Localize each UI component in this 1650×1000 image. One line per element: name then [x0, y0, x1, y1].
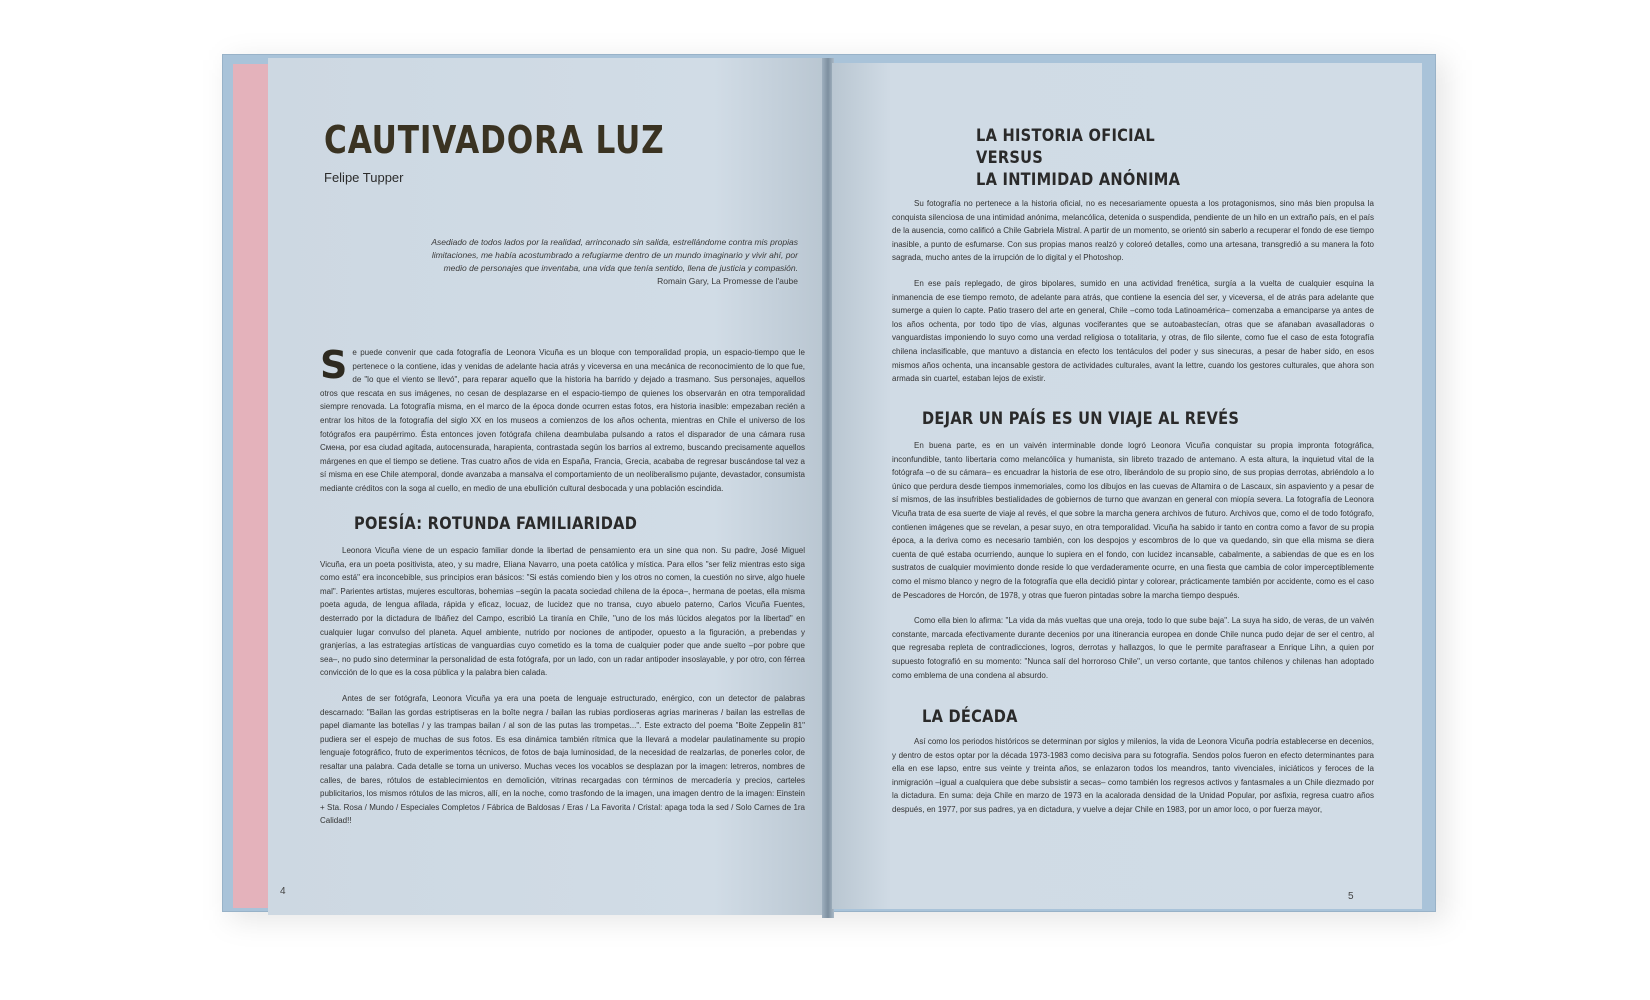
section-historia-body [892, 197, 1374, 398]
article-title: CAUTIVADORA LUZ [324, 118, 665, 162]
paragraph: Su fotografía no pertenece a la historia oficial, no es necesariamente opuesta a los protagonismos, sino más bien propulsa la conquista silenciosa de una intimidad anónima, melancólica, detenida o suspendida, pendiente de un hilo en un extraño país, en el país de la ausencia, como calificó a Chile Gabriela Mistral. A partir de un momento, se orientó sin saberlo a recuperar el fondo de ese tiempo inasible, a punto de esfumarse. Con sus propias manos realzó y coloreó detalles, como una artesana, transgredió a su manera la foto sagrada, mucho antes de la irrupción de lo digital y el Photoshop. [892, 199, 1374, 263]
paragraph: Como ella bien lo afirma: "La vida da más vueltas que una oreja, todo lo que sube baja". La suya ha sido, de veras, de un vaivén constante, marcada efectivamente durante decenios por una itinerancia europea en donde Chile nunca pudo dejar de ser el centro, al que regresaba repleta de contradicciones, logros, derrotas y hallazgos, lo que le permite parafrasear a Enrique Lihn, a quien por supuesto fotografió en su momento: "Nunca salí del horroroso Chile", un verso cortante, que tantos chilenos y chilenas han adoptado como emblema de una condena al absurdo. [892, 616, 1374, 680]
page-number-left: 4 [280, 886, 286, 897]
page-number-right: 5 [1348, 891, 1354, 902]
heading-line: LA INTIMIDAD ANÓNIMA [976, 170, 1181, 190]
section-poesia-body [320, 544, 805, 840]
drop-cap: S [320, 343, 348, 387]
paragraph: En ese país replegado, de giros bipolares, sumido en una actividad frenética, surgía a la vuelta de cualquier esquina la inmanencia de ese tiempo remoto, de adelante para atrás, que contiene la esencia del ser, y viceversa, el de atrás para adelante que sumerge a quien lo capte. Patio trasero del arte en general, Chile –como toda Latinoamérica– comenzaba a emanciparse ya antes de los años ochenta, por todo tipo de vías, algunas vociferantes que se autoabastecían, otras que se afanaban avasalladoras o vanguardistas imponiendo lo suyo como una verdad religiosa o totalitaria, y otras, de filo silente, como fue el caso de esta fotografía chilena inclasificable, que mantuvo a distancia en efecto los tentáculos del poder y sus sinecuras, a pesar de haber sido, en esos mismos años ochenta, una incansable gestora de actividades culturales, avant la lettre, cuando los gestores culturales, que ahora son armada sin cuartel, estaban lejos de existir. [892, 278, 1374, 384]
article-author: Felipe Tupper [324, 170, 404, 185]
section-heading-poesia: POESÍA: ROTUNDA FAMILIARIDAD [354, 514, 638, 534]
heading-line: VERSUS [976, 148, 1044, 168]
epigraph [408, 236, 798, 288]
section-heading-historia [976, 125, 1180, 191]
section-heading-decada: LA DÉCADA [922, 707, 1018, 727]
section-decada-body [892, 735, 1374, 829]
heading-line: LA HISTORIA OFICIAL [976, 126, 1155, 146]
paragraph: Así como los periodos históricos se determinan por siglos y milenios, la vida de Leonora Vicuña podría establecerse en decenios, y dentro de estos optar por la década 1973-1983 como decisiva para su fotografía. Sendos polos fueron en efecto determinantes para ella en ese lapso, entre sus veinte y treinta años, se enlazaron todos los meandros, tanto vivenciales, iniciáticos y feroces de la inmigración –igual a cualquiera que debe subsistir a secas– como también los regresos activos y fantasmales a un Chile diezmado por la dictadura. En suma: deja Chile en marzo de 1973 en la acalorada densidad de la Unidad Popular, por asfixia, regresa cuatro años después, en 1977, por sus padres, ya en dictadura, y vuelve a dejar Chile en 1983, por un amor loco, o por fuerza mayor, [892, 737, 1374, 814]
paragraph: Antes de ser fotógrafa, Leonora Vicuña ya era una poeta de lenguaje estructurado, enérgico, con un detector de palabras descarnado: "Bailan las gordas estriptiseras en la boîte negra / bailan las rubias pordioseras agrias marineras / bailan las estrellas de papel diamante las botellas / y las trampas bailan / al son de las putas las trompetas...". Este extracto del poema "Boite Zeppelin 81" pudiera ser el espejo de muchas de sus fotos. Es esa dinámica también rítmica que la llevará a modelar paulatinamente su propio lenguaje fotográfico, fruto de experimentos técnicos, de fotos de baja luminosidad, de la necesidad de realzarlas, de ponerles color, de resaltar una palabra. Cada detalle se torna un universo. Muchas veces los vocablos se desplazan por la imagen: letreros, nombres de calles, de bares, rótulos de establecimientos en demolición, vitrinas recargadas con términos de mercadería y precios, carteles publicitarios, los mismos rótulos de las micros, allí, en la noche, como trasfondo de la imagen, una imagen dentro de la imagen: Einstein + Sta. Rosa / Mundo / Especiales Completos / Fábrica de Baldosas / Eras / La Favorita / Cristal: apaga toda la sed / Solo Carnes de 1ra Calidad!! [320, 693, 805, 826]
left-page [268, 58, 826, 915]
right-page [832, 63, 1422, 909]
section-dejar-body [892, 439, 1374, 694]
intro-paragraph: e puede convenir que cada fotografía de Leonora Vicuña es un bloque con temporalidad propia, un espacio-tiempo que le pertenece o la contiene, idas y venidas de adelante hacia atrás y viceversa en una mecánica de reconocimiento de lo que fue, de "lo que el viento se llevó", para reparar aquello que la historia ha barrido y dejado a trasmano. Sus personajes, aquellos otros que rescata en sus imágenes, no cesan de desplazarse en el espacio-tiempo de quienes los observarán en otra temporalidad siempre renovada. La fotografía misma, en el marco de la época donde ocurren estas fotos, era historia inasible: empezaban recién a entrar los hitos de la fotografía del siglo XX en los museos a comienzos de los años ochenta, mientras en Chile el universo de los fotógrafos era paupérrimo. Ésta entonces joven fotógrafa chilena deambulaba pulsando a ratos el disparador de una cámara rusa Смена, por esa ciudad agitada, autocensurada, harapienta, contrastada según los barrios al extremo, buscando precisamente aquellos márgenes en que el tiempo se detiene. Tras cuatro años de vida en España, Francia, Grecia, acababa de regresar buscándose tal vez a sí misma en ese Chile atemporal, donde avanzaba a mansalva el comportamiento de un neoliberalismo pujante, devastador, consumista mediante créditos con la soga al cuello, en medio de una ebullición cultural desbocada y una población escindida. [320, 348, 805, 493]
paragraph: En buena parte, es en un vaivén interminable donde logró Leonora Vicuña conquistar su propia impronta fotográfica, inconfundible, tanto libertaria como melancólica y humanista, sin libreto trazado de antemano. A esta altura, la inquietud vital de la fotógrafa –o de su cámara– es encuadrar la historia de ese otro, liberándolo de su propio sino, de sus propias derrotas, abriéndolo a lo único que perdura desde tiempos inmemoriales, como los dibujos en las cuevas de Altamira o de Lascaux, sin aspaviento y a pesar de sí mismos, de las insufribles bestialidades de gobiernos de turno que avanzan en general con miopía severa. La fotografía de Leonora Vicuña trata de esa suerte de viaje al revés, el que sobre la marcha genera archivos de futuro. Archivos que, como el de todo fotógrafo, contienen imágenes que se revelan, a pesar suyo, en otra temporalidad. Vicuña ha sabido ir tanto en contra como a favor de su propia época, a la deriva como es necesario también, con los despojos y escombros de lo que va quedando, sin que ella misma se diera cuenta de qué estaba ocurriendo, aunque lo supiera en el fondo, con lucidez incansable, cabalmente, a sabiendas de que es en los sustratos de cualquier movimiento donde reside lo que verdaderamente ocurre, en una fiesta que cambia de color imperceptiblemente como el mismo blanco y negro de la fotografía que ella decidió pintar y colorear, prácticamente también por accidente, como es el caso de Pescadores de Horcón, de 1978, y otras que fueron pintadas sobre la marcha tiempo después. [892, 441, 1374, 600]
epigraph-text: Asediado de todos lados por la realidad, arrinconado sin salida, estrellándome contra mis propias limitaciones, me había acostumbrado a refugiarme dentro de un mundo imaginario y vivir ahí, por medio de personajes que inventaba, una vida que tenía sentido, llena de justicia y compasión. [431, 237, 798, 273]
pink-endpaper [233, 64, 273, 908]
intro-block [320, 343, 805, 496]
paragraph: Leonora Vicuña viene de un espacio familiar donde la libertad de pensamiento era un sine qua non. Su padre, José Miguel Vicuña, era un poeta positivista, ateo, y su madre, Eliana Navarro, una poeta católica y mística. Para ellos "ser feliz mientras esto siga como está" era inconcebible, sus principios eran básicos: "Si estás comiendo bien y los otros no comen, la cuestión no sirve, algo huele mal". Parientes artistas, mujeres escultoras, bohemias –según la pacata sociedad chilena de la época–, hermana de poetas, ella misma poeta aguda, de lengua afilada, rápida y eficaz, locuaz, de lucidez que no transa, cuyo abuelo paterno, Carlos Vicuña Fuentes, desterrado por la dictadura de Ibáñez del Campo, escribió La tiranía en Chile, "uno de los más lúcidos alegatos por la libertad" en cualquier lugar convulso del planeta. Aquel ambiente, nutrido por nociones de antipoder, opuesto a la figuración, a prebendas y granjerías, a las estrategias artísticas de vanguardias cuyo cometido es la toma de cualquier poder que ande suelto –por pobre que sea–, no pudo sino determinar la personalidad de esta fotógrafa, por un lado, con un radar antipoder insoslayable, y por otro, con férrea convicción de lo que es la cosa pública y la palabra bien calada. [320, 546, 805, 678]
section-heading-dejar: DEJAR UN PAÍS ES UN VIAJE AL REVÉS [922, 409, 1240, 429]
epigraph-attribution: Romain Gary, La Promesse de l'aube [657, 276, 798, 286]
